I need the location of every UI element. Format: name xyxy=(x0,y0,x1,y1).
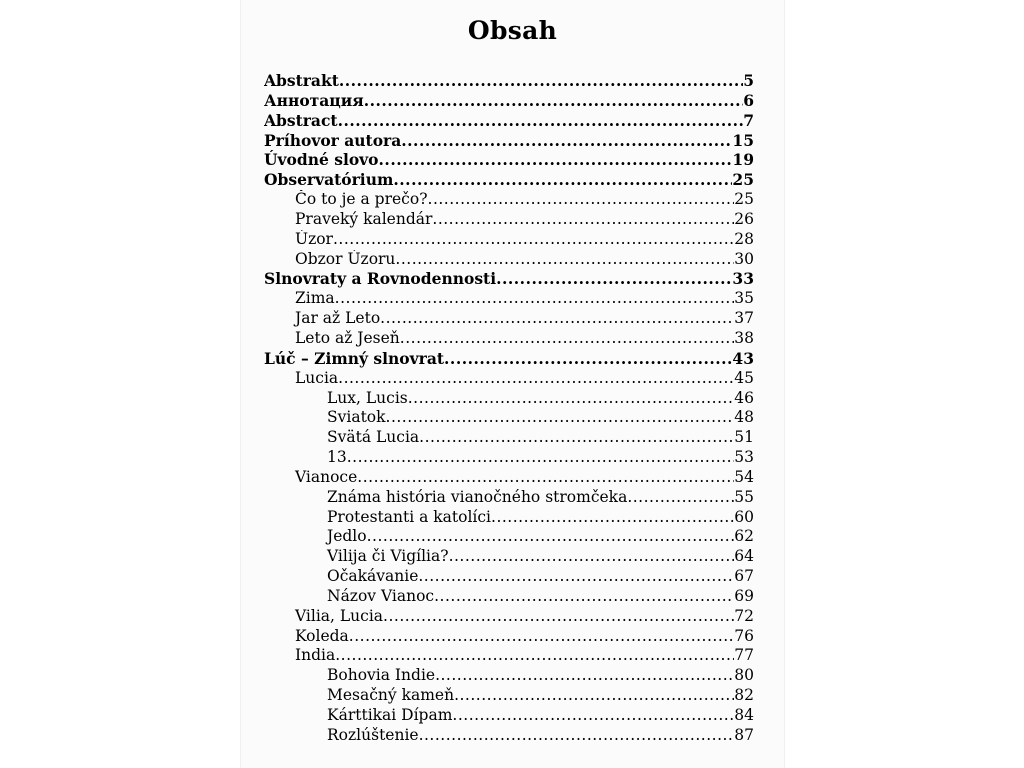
toc-entry-page-number: 38 xyxy=(734,328,754,347)
toc-entry xyxy=(264,190,754,210)
toc-entry-label: Protestanti a katolíci xyxy=(327,507,492,526)
toc-entry xyxy=(264,210,754,230)
toc-entry-label: Jar až Leto xyxy=(295,309,381,328)
toc-entry-label: Úzor xyxy=(295,229,333,248)
toc-entry xyxy=(264,289,754,309)
toc-entry xyxy=(264,369,754,389)
toc-entry-page-number: 25 xyxy=(732,170,754,190)
dot-leader xyxy=(454,686,734,706)
toc-entry-label: Vilija či Vigília? xyxy=(327,547,449,566)
toc-entry-page-number: 69 xyxy=(734,586,754,605)
toc-entry-page-number: 64 xyxy=(734,547,754,566)
dot-leader xyxy=(386,408,735,428)
toc-entry xyxy=(264,508,754,528)
toc-entry-page-number: 15 xyxy=(732,130,754,150)
toc-entry xyxy=(264,547,754,567)
toc-entry xyxy=(264,309,754,329)
dot-leader xyxy=(496,269,732,289)
toc-entry-label: Zima xyxy=(295,289,335,308)
toc-entry-label: Sviatok xyxy=(327,408,386,427)
dot-leader xyxy=(379,150,733,170)
toc-entry xyxy=(264,686,754,706)
toc-entry-page-number: 67 xyxy=(734,567,754,586)
toc-entry xyxy=(264,567,754,587)
toc-entry-page-number: 37 xyxy=(734,309,754,328)
toc-entry-label: Observatórium xyxy=(264,170,394,190)
dot-leader xyxy=(367,527,735,547)
toc-entry-label: Bohovia Indie xyxy=(327,666,436,685)
dot-leader xyxy=(419,726,735,746)
toc-entry-label: Kárttikai Dípam xyxy=(327,706,453,724)
toc-entry-label: Očakávanie xyxy=(327,567,419,586)
toc-entry-label: Abstract xyxy=(264,110,338,130)
page-title: Obsah xyxy=(467,16,558,45)
toc-entry-label: Praveký kalendár xyxy=(295,209,433,228)
dot-leader xyxy=(428,190,735,210)
dot-leader xyxy=(449,547,735,567)
toc-entry-page-number: 26 xyxy=(734,209,754,228)
toc-entry xyxy=(264,646,754,666)
toc-entry-label: Slnovraty a Rovnodennosti xyxy=(264,269,497,289)
dot-leader xyxy=(338,369,734,389)
toc-entry xyxy=(264,428,754,448)
toc-entry xyxy=(264,468,754,488)
toc-entry-page-number: 45 xyxy=(734,368,754,387)
toc-entry-page-number: 28 xyxy=(734,229,754,248)
document-page xyxy=(240,0,785,768)
toc-entry-page-number: 7 xyxy=(743,110,754,130)
dot-leader xyxy=(408,389,735,409)
toc-entry-page-number: 30 xyxy=(734,249,754,268)
toc-entry xyxy=(264,91,754,111)
toc-entry-page-number: 60 xyxy=(734,507,754,526)
toc-entry xyxy=(264,408,754,428)
dot-leader xyxy=(452,706,734,726)
toc-entry-page-number: 82 xyxy=(734,686,754,705)
toc-entry-page-number: 6 xyxy=(743,90,754,110)
toc-entry-page-number: 48 xyxy=(734,408,754,427)
dot-leader xyxy=(419,428,734,448)
toc-entry-page-number: 55 xyxy=(734,487,754,506)
toc-entry-label: Abstrakt xyxy=(264,71,339,90)
toc-entry xyxy=(264,587,754,607)
toc-entry-label: Svätá Lucia xyxy=(327,428,420,447)
toc-entry xyxy=(264,170,754,190)
toc-entry xyxy=(264,488,754,508)
toc-entry xyxy=(264,706,754,726)
dot-leader xyxy=(444,349,732,369)
toc-entry-page-number: 19 xyxy=(732,150,754,170)
toc-entry xyxy=(264,726,754,746)
toc-entry xyxy=(264,607,754,627)
dot-leader xyxy=(335,646,734,666)
toc-entry-label: India xyxy=(295,646,336,665)
toc-entry-label: Rozlúštenie xyxy=(327,725,419,744)
toc-entry-page-number: 33 xyxy=(732,269,754,289)
dot-leader xyxy=(627,488,734,508)
toc-entry xyxy=(264,150,754,170)
toc-entry-label: Vianoce xyxy=(295,467,358,486)
toc-entry-label: Čo to je a prečo? xyxy=(295,190,428,209)
toc-entry-label: Аннотация xyxy=(264,90,364,110)
dot-leader xyxy=(349,627,734,647)
dot-leader xyxy=(393,170,732,190)
toc-entry xyxy=(264,71,754,91)
toc-entry-page-number: 80 xyxy=(734,666,754,685)
toc-entry-label: Vilia, Lucia xyxy=(295,606,384,625)
dot-leader xyxy=(380,309,734,329)
toc-entry-page-number: 25 xyxy=(734,190,754,209)
toc-entry-page-number: 43 xyxy=(732,348,754,368)
toc-entry-label: Známa história vianočného stromčeka xyxy=(327,487,628,506)
dot-leader xyxy=(435,666,734,686)
dot-leader xyxy=(338,111,744,131)
toc-entry-page-number: 87 xyxy=(734,725,754,744)
toc-entry-page-number: 46 xyxy=(734,388,754,407)
toc-entry-page-number: 84 xyxy=(734,706,754,724)
toc-entry-page-number: 76 xyxy=(734,626,754,645)
dot-leader xyxy=(335,289,735,309)
dot-leader xyxy=(347,448,735,468)
toc-entry-label: Koleda xyxy=(295,626,349,645)
toc-entry-label: Názov Vianoc xyxy=(327,586,435,605)
toc-entry xyxy=(264,527,754,547)
dot-leader xyxy=(395,250,734,270)
toc-entry-label: Leto až Jeseň xyxy=(295,328,400,347)
dot-leader xyxy=(364,91,744,111)
toc-entry xyxy=(264,111,754,131)
toc-entry-page-number: 72 xyxy=(734,606,754,625)
toc-entry xyxy=(264,329,754,349)
toc-entry xyxy=(264,389,754,409)
dot-leader xyxy=(357,468,734,488)
dot-leader xyxy=(401,131,732,151)
toc-entry-label: 13 xyxy=(327,448,347,467)
toc-entry xyxy=(264,666,754,686)
toc-entry-page-number: 62 xyxy=(734,527,754,546)
toc-entry xyxy=(264,230,754,250)
toc-entry xyxy=(264,131,754,151)
toc-entry xyxy=(264,250,754,270)
toc-entry-page-number: 54 xyxy=(734,467,754,486)
dot-leader xyxy=(333,230,734,250)
toc-entry-label: Obzor Úzoru xyxy=(295,249,396,268)
toc-entry-label: Lucia xyxy=(295,368,339,387)
toc-entry-page-number: 53 xyxy=(734,448,754,467)
toc-entry xyxy=(264,349,754,369)
dot-leader xyxy=(383,607,734,627)
dot-leader xyxy=(491,508,734,528)
toc-entry xyxy=(264,269,754,289)
toc-entry xyxy=(264,448,754,468)
toc-entry-label: Príhovor autora xyxy=(264,130,402,150)
dot-leader xyxy=(400,329,734,349)
toc-entry xyxy=(264,627,754,647)
toc-entry-label: Mesačný kameň xyxy=(327,686,455,705)
toc-entry-label: Úvodné slovo xyxy=(264,150,379,170)
toc-entry-page-number: 77 xyxy=(734,646,754,665)
toc-entry-page-number: 5 xyxy=(743,71,754,90)
toc-entry-label: Jedlo xyxy=(327,527,367,546)
dot-leader xyxy=(434,587,734,607)
dot-leader xyxy=(418,567,734,587)
table-of-contents xyxy=(264,71,754,746)
dot-leader xyxy=(339,71,743,91)
toc-entry-page-number: 51 xyxy=(734,428,754,447)
toc-entry-label: Lux, Lucis xyxy=(327,388,408,407)
toc-entry-page-number: 35 xyxy=(734,289,754,308)
dot-leader xyxy=(432,210,734,230)
toc-entry-label: Lúč – Zimný slnovrat xyxy=(264,348,445,368)
